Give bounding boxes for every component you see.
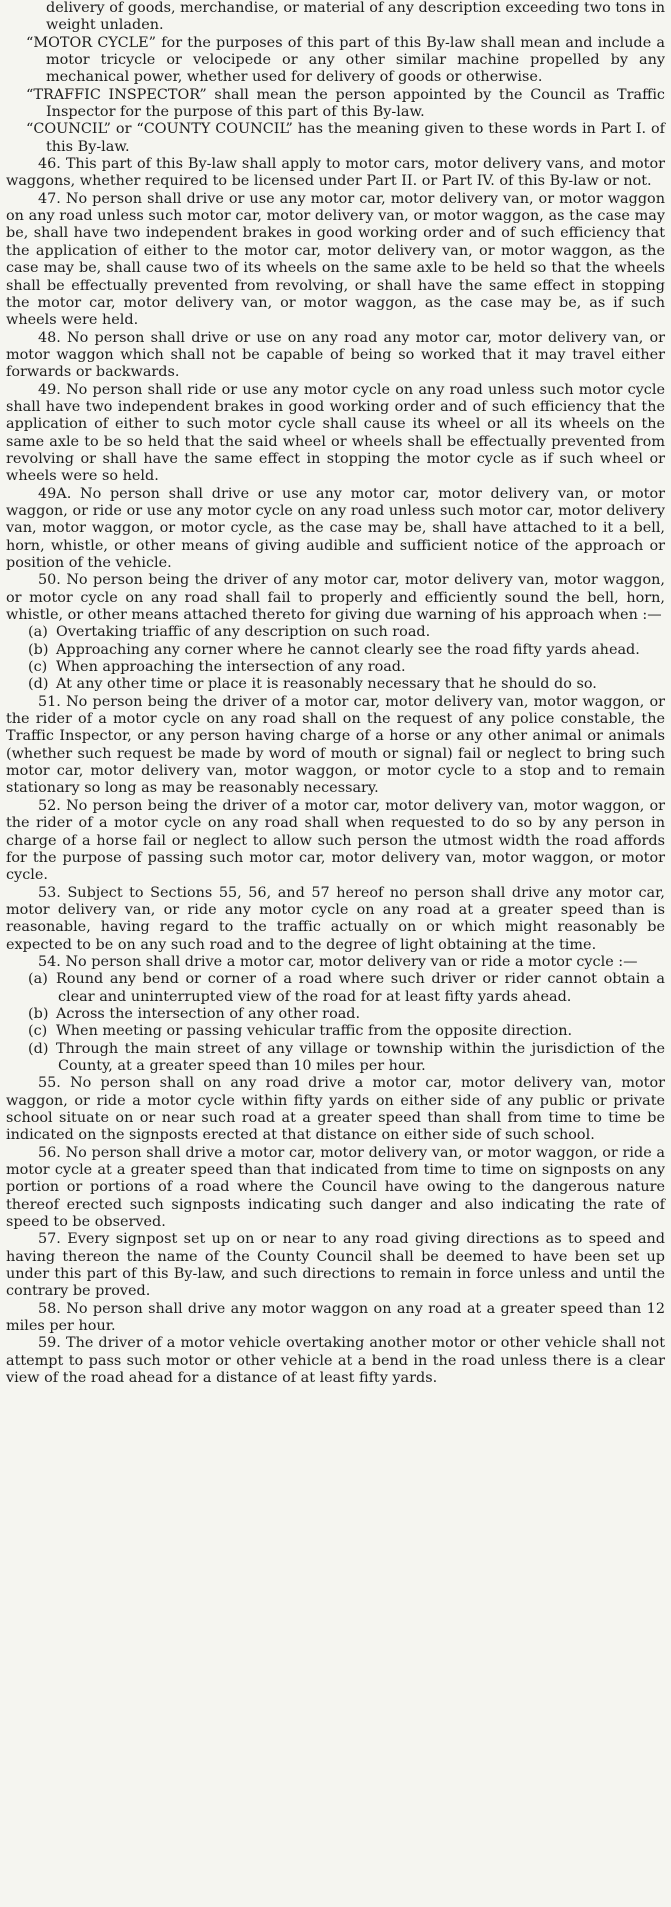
section-paragraph: 50. No person being the driver of any motor car, motor delivery van, motor waggon, or motor cycle on any road shall fail to properly and efficiently sound the bell, horn, whistle, or other means attached thereto for giving due warning of his approach when :— [6,572,665,624]
definition-paragraph: delivery of goods, merchandise, or material of any description exceeding two tons in weight unladen. [46,0,665,34]
subclause-text: Round any bend or corner of a road where such driver or rider cannot obtain a clear and uninterrupted view of the road for at least fifty yards ahead. [56,971,665,1005]
subclause-text: Through the main street of any village or township within the jurisdiction of the County, at a greater speed than 10 miles per hour. [56,1040,665,1074]
section-paragraph: 49. No person shall ride or use any motor cycle on any road unless such motor cycle shall have two independent brakes in good working order and of such efficiency that the application of either to such motor cycle shall cause its wheel or all its wheels on the same axle to be so held that the said wheel or wheels shall be effectually prevented from revolving or shall have the same effect in stopping the motor cycle as if such wheel or wheels were so held. [6,381,665,485]
subclause [6,1006,665,1023]
subclause [6,676,665,693]
subclause-label: (d) [28,676,49,693]
definition-paragraph: “TRAFFIC INSPECTOR” shall mean the person appointed by the Council as Traffic Inspector for the purpose of this part of this By-law. [26,86,665,121]
section-paragraph: 48. No person shall drive or use on any road any motor car, motor delivery van, or motor waggon which shall not be capable of being so worked that it may travel either forwards or backwards. [6,329,665,381]
section-paragraph: 58. No person shall drive any motor waggon on any road at a greater speed than 12 miles per hour. [6,1300,665,1335]
subclause [6,1023,665,1040]
section-paragraph: 52. No person being the driver of a motor car, motor delivery van, motor waggon, or the rider of a motor cycle on any road shall when requested to do so by any person in charge of a horse fail or neglect to allow such person the utmost width the road affords for the purpose of passing such motor car, motor delivery van, motor waggon, or motor cycle. [6,797,665,884]
section-paragraph: 46. This part of this By-law shall apply to motor cars, motor delivery vans, and motor waggons, whether required to be licensed under Part II. or Part IV. of this By-law or not. [6,156,665,190]
section-paragraph: 51. No person being the driver of a motor car, motor delivery van, motor waggon, or the rider of a motor cycle on any road shall on the request of any police constable, the Traffic Inspector, or any person having charge of a horse or any other animal or animals (whether such request be made by word of mouth or signal) fail or neglect to bring such motor car, motor delivery van, motor waggon, or motor cycle to a stop and to remain stationary so long as may be reasonably necessary. [6,693,665,797]
section-paragraph: 57. Every signpost set up on or near to any road giving directions as to speed and having thereon the name of the County Council shall be deemed to have been set up under this part of this By-law, and such directions to remain in force unless and until the contrary be proved. [6,1231,665,1300]
section-paragraph: 53. Subject to Sections 55, 56, and 57 hereof no person shall drive any motor car, motor delivery van, or ride any motor cycle on any road at a greater speed than is reasonable, having regard to the traffic actually on or which might reasonably be expected to be on any such road and to the degree of light obtaining at the time. [6,884,665,953]
subclause-label: (d) [28,1040,49,1057]
subclause-label: (c) [28,1023,48,1040]
subclause-text: At any other time or place it is reasonably necessary that he should do so. [56,676,597,693]
subclause-label: (a) [28,971,48,988]
subclause [6,659,665,676]
section-paragraph: 54. No person shall drive a motor car, motor delivery van or ride a motor cycle :— [38,953,638,970]
subclause-label: (c) [28,659,48,676]
subclause [6,1041,665,1076]
subclause-text: Overtaking triaffic of any description on such road. [56,624,431,641]
subclause [6,642,665,659]
definition-paragraph: “MOTOR CYCLE” for the purposes of this part of this By-law shall mean and include a motor tricycle or velocipede or any other similar machine propelled by any mechanical power, whether used for delivery of goods or otherwise. [26,34,665,86]
subclause-text: Approaching any corner where he cannot clearly see the road fifty yards ahead. [56,641,640,658]
subclause [6,971,665,1006]
subclause-label: (b) [28,641,49,658]
subclause-label: (b) [28,1005,49,1022]
subclause-text: When approaching the intersection of any road. [56,659,406,676]
section-paragraph: 59. The driver of a motor vehicle overtaking another motor or other vehicle shall not attempt to pass such motor or other vehicle at a bend in the road unless there is a clear view of the road ahead for a distance of at least fifty yards. [6,1335,665,1387]
section-paragraph: 56. No person shall drive a motor car, motor delivery van, or motor waggon, or ride a motor cycle at a greater speed than that indicated from time to time on signposts on any portion or portions of a road where the Council have owing to the dangerous nature thereof erected such signposts indicating such danger and also indicating the rate of speed to be observed. [6,1144,665,1231]
section-paragraph: 55. No person shall on any road drive a motor car, motor delivery van, motor waggon, or ride a motor cycle within fifty yards on either side of any public or private school situate on or near such road at a greater speed than shall from time to time be indicated on the signposts erected at that distance on either side of such school. [6,1075,665,1144]
subclause-text: When meeting or passing vehicular traffic from the opposite direction. [56,1023,573,1040]
section-paragraph: 47. No person shall drive or use any motor car, motor delivery van, or motor waggon on any road unless such motor car, motor delivery van, or motor waggon, as the case may be, shall have two independent brakes in good working order and of such efficiency that the application of either to the motor car, motor delivery van, or motor waggon, as the case may be, shall cause two of its wheels on the same axle to be held so that the wheels shall be effectually prevented from revolving, or shall have the same effect in stopping the motor car, motor delivery van, or motor waggon, as the case may be, as if such wheels were held. [6,190,665,329]
subclause-text: Across the intersection of any other road. [56,1005,361,1022]
subclause-label: (a) [28,624,48,641]
subclause [6,624,665,641]
definition-paragraph: “COUNCIL” or “COUNTY COUNCIL” has the meaning given to these words in Part I. of this By-law. [26,121,665,155]
section-paragraph: 49A. No person shall drive or use any motor car, motor delivery van, or motor waggon, or ride or use any motor cycle on any road unless such motor car, motor delivery van, motor waggon, or motor cycle, as the case may be, shall have attached to it a bell, horn, whistle, or other means of giving audible and sufficient notice of the approach or position of the vehicle. [6,485,665,571]
